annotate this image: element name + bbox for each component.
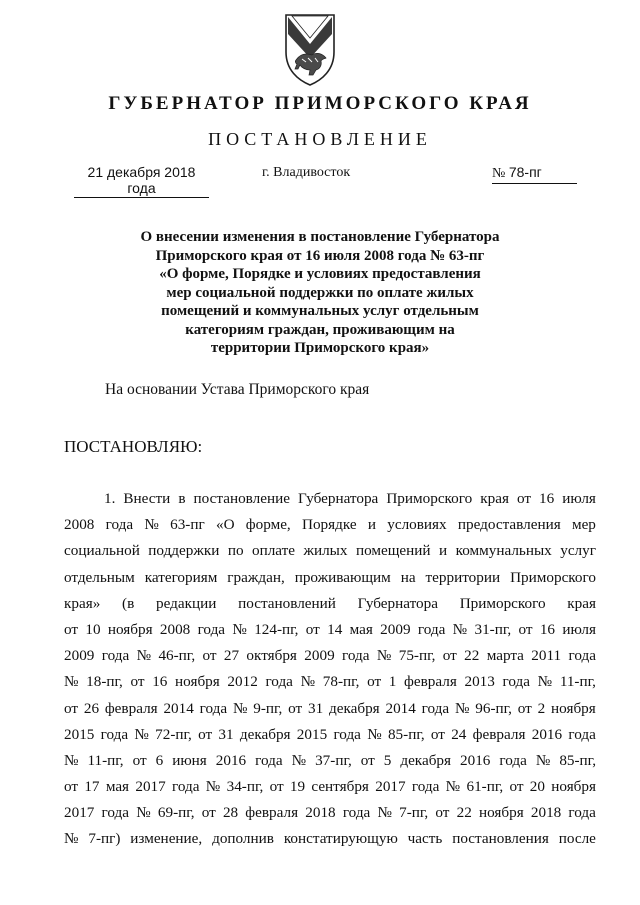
body-word: 11-пг, — [559, 673, 596, 691]
body-word: 7-пг, — [399, 804, 429, 822]
body-word: года — [255, 751, 283, 769]
body-word: сентября — [311, 778, 369, 796]
body-word: социальной — [64, 542, 140, 560]
body-word: края — [567, 594, 596, 612]
body-word: № — [64, 751, 79, 769]
body-word: от — [64, 620, 79, 638]
body-word: 14 — [327, 620, 343, 638]
body-word: 17 — [84, 778, 100, 796]
body-line — [64, 643, 596, 669]
body-line — [64, 591, 596, 617]
body-word: 46-пг, — [158, 647, 196, 665]
body-word: от — [64, 778, 79, 796]
body-word: 31 — [308, 699, 324, 717]
body-word: 2018 — [530, 804, 562, 822]
body-word: 16 — [539, 490, 555, 507]
body-word: года — [568, 647, 596, 665]
body-word: года — [333, 725, 361, 743]
body-line — [64, 617, 596, 643]
body-word: после — [558, 830, 596, 848]
body-word: изменение, — [130, 830, 203, 848]
body-word: от — [509, 778, 524, 796]
body-word: от — [442, 647, 457, 665]
body-word: ноября — [551, 778, 596, 796]
number-sign: № — [492, 166, 506, 181]
body-word: года — [568, 804, 596, 822]
body-word: № — [537, 673, 553, 691]
body-word: № — [134, 725, 149, 743]
body-line — [64, 696, 596, 722]
body-word: года — [101, 804, 130, 822]
body-word: № — [232, 699, 248, 717]
body-word: края — [480, 490, 509, 507]
body-word: от — [305, 620, 320, 638]
body-word: 11-пг, — [87, 751, 124, 769]
body-word: 22 — [456, 804, 472, 822]
body-paragraph — [64, 486, 596, 853]
title-line: территории Приморского края» — [210, 340, 430, 356]
body-word: 27 — [223, 647, 240, 665]
body-word: от — [517, 699, 532, 717]
body-word: года — [417, 620, 446, 638]
title-line: категориям граждан, проживающим на — [185, 321, 455, 338]
body-word: года — [342, 647, 370, 665]
body-word: мая — [105, 778, 130, 796]
body-word: от — [518, 620, 533, 638]
body-word: 124-пг, — [254, 620, 299, 638]
body-word: категориям — [144, 568, 218, 586]
body-word: 2011 — [531, 647, 562, 665]
body-word: № — [291, 751, 307, 769]
body-word: от — [430, 725, 445, 743]
body-word: мер — [571, 516, 596, 534]
body-word: года — [101, 647, 130, 665]
body-word: № — [64, 673, 79, 691]
body-line — [64, 486, 596, 512]
body-word: № — [445, 778, 461, 796]
body-word: предоставления — [457, 516, 561, 534]
body-line — [64, 774, 596, 800]
body-word: № — [232, 620, 247, 638]
body-word: 9-пг, — [253, 699, 283, 717]
body-word: года — [411, 778, 440, 796]
body-word: от — [288, 699, 303, 717]
body-word: 2014 — [163, 699, 194, 717]
body-word: 78-пг, — [322, 673, 360, 691]
body-word: от — [132, 751, 147, 769]
body-word: № — [376, 647, 392, 665]
body-word: Порядке — [301, 516, 357, 534]
body-word: 2017 — [375, 778, 406, 796]
body-word: года — [199, 699, 228, 717]
body-word: часть — [407, 830, 443, 848]
body-word: июля — [562, 490, 596, 507]
body-word: мая — [349, 620, 373, 638]
body-word: года — [265, 673, 293, 691]
body-word: от — [269, 778, 284, 796]
body-word: 2018 — [305, 804, 336, 822]
body-word: 2012 — [227, 673, 258, 691]
document-meta-row — [0, 164, 640, 196]
body-word: июня — [172, 751, 207, 769]
body-word: 2 — [537, 699, 546, 717]
body-word: форме, — [245, 516, 291, 534]
body-line — [64, 722, 596, 748]
body-word: 85-пг, — [387, 725, 425, 743]
body-word: услуг — [560, 542, 596, 560]
body-word: Губернатора — [357, 594, 438, 612]
body-word: года — [421, 699, 450, 717]
body-word: 28 — [222, 804, 239, 822]
body-word: редакции — [156, 594, 217, 612]
body-word: 2016 — [460, 751, 491, 769]
body-word: года — [172, 778, 200, 796]
body-word: 24 — [451, 725, 467, 743]
body-word: условиях — [387, 516, 447, 534]
body-word: Приморского — [386, 490, 473, 507]
body-word: 19 — [289, 778, 306, 796]
body-word: Внести — [123, 490, 171, 507]
body-word: декабря — [239, 725, 291, 743]
body-word: № — [144, 516, 159, 534]
body-word: 2015 — [64, 725, 95, 743]
body-word: Приморского — [459, 594, 546, 612]
body-word: декабря — [329, 699, 380, 717]
body-word: и — [367, 516, 376, 534]
body-word: ноября — [107, 620, 153, 638]
body-word: граждан, — [227, 568, 285, 586]
body-word: декабря — [400, 751, 452, 769]
body-word: ноября — [175, 673, 220, 691]
body-word: 63-пг — [170, 516, 205, 534]
body-word: года — [568, 725, 596, 743]
body-word: ноября — [551, 699, 596, 717]
body-word: 72-пг, — [155, 725, 192, 743]
body-word: 2017 — [135, 778, 166, 796]
body-word: года — [100, 725, 129, 743]
title-line: мер социальной поддержки по оплате жилых — [166, 284, 474, 301]
body-word: 5 — [383, 751, 392, 769]
body-word: 26 — [83, 699, 100, 717]
body-line — [64, 565, 596, 591]
body-line — [64, 800, 596, 826]
body-word: 10 — [85, 620, 101, 638]
body-word: Приморского — [510, 568, 596, 586]
body-word: февраля — [472, 725, 526, 743]
body-word: № — [205, 778, 221, 796]
number-value: 78-пг — [508, 164, 542, 180]
decree-word: ПОСТАНОВЛЯЮ: — [64, 437, 203, 456]
coat-of-arms-icon — [282, 12, 338, 88]
body-line — [64, 538, 596, 564]
body-word: в — [178, 490, 186, 507]
body-word: 18-пг, — [86, 673, 123, 691]
body-word: № — [535, 751, 551, 769]
body-word: года — [105, 516, 134, 534]
title-line: помещений и коммунальных услуг отдельным — [161, 303, 479, 319]
body-word: 75-пг, — [398, 647, 436, 665]
body-word: 2013 — [464, 673, 495, 691]
body-word: края» — [64, 594, 101, 612]
title-line: Приморского края от 16 июля 2008 года № 63-пг — [155, 247, 485, 264]
body-word: оплате — [252, 542, 296, 560]
body-word: 6 — [155, 751, 164, 769]
body-word: постановлений — [238, 594, 336, 612]
body-word: от — [516, 490, 531, 507]
body-word: 2016 — [531, 725, 563, 743]
body-line — [64, 826, 596, 852]
body-word: отдельным — [64, 568, 135, 586]
basis-paragraph: На основании Устава Приморского края — [105, 381, 370, 398]
body-word: 2015 — [296, 725, 328, 743]
body-word: 16 — [539, 620, 555, 638]
body-word: 2009 — [380, 620, 411, 638]
body-word: 2017 — [64, 804, 95, 822]
body-word: года — [197, 620, 226, 638]
body-word: 96-пг, — [475, 699, 512, 717]
document-number — [492, 164, 577, 184]
body-word: 2016 — [215, 751, 247, 769]
body-word: территории — [425, 568, 501, 586]
body-word: дополнив — [212, 830, 274, 848]
body-word: 1. — [104, 490, 116, 507]
body-word: от — [198, 725, 213, 743]
body-line — [64, 669, 596, 695]
body-word: года — [502, 673, 530, 691]
body-word: поддержки — [148, 542, 220, 560]
body-word: 2009 — [304, 647, 335, 665]
body-word: на — [400, 568, 416, 586]
body-word: «О — [215, 516, 235, 534]
body-word: июля — [562, 620, 596, 638]
body-word: 85-пг, — [559, 751, 596, 769]
body-word: 2009 — [64, 647, 95, 665]
body-word: от — [64, 699, 79, 717]
body-word: 37-пг, — [315, 751, 352, 769]
body-word: марта — [486, 647, 524, 665]
body-word: ноября — [478, 804, 524, 822]
body-word: от — [435, 804, 450, 822]
body-word: по — [227, 542, 244, 560]
body-word: февраля — [404, 673, 457, 691]
body-word: 2008 — [64, 516, 95, 534]
body-word: проживающим — [294, 568, 391, 586]
body-word: № — [452, 620, 468, 638]
body-word: от — [130, 673, 145, 691]
document-city: г. Владивосток — [262, 165, 351, 180]
body-word: и — [439, 542, 448, 560]
body-word: постановления — [452, 830, 549, 848]
body-word: постановление — [193, 490, 290, 507]
body-word: 22 — [464, 647, 480, 665]
body-word: № — [367, 725, 382, 743]
body-word: № — [64, 830, 79, 848]
body-word: коммунальных — [455, 542, 552, 560]
body-word: Губернатора — [298, 490, 379, 507]
body-word: февраля — [245, 804, 299, 822]
body-word: 16 — [152, 673, 168, 691]
body-word: 1 — [388, 673, 397, 691]
body-word: 31 — [218, 725, 234, 743]
body-word: 7-пг) — [88, 830, 121, 848]
body-word: октября — [246, 647, 297, 665]
body-word: 61-пг, — [466, 778, 504, 796]
body-word: 31-пг, — [474, 620, 512, 638]
body-line — [64, 512, 596, 538]
title-line: О внесении изменения в постановление Губернатора — [140, 229, 500, 245]
body-word: 20 — [529, 778, 545, 796]
body-word: года — [499, 751, 527, 769]
document-date: 21 декабря 2018 года — [74, 164, 209, 198]
body-word: № — [377, 804, 392, 822]
body-word: № — [136, 647, 152, 665]
body-word: от — [201, 804, 216, 822]
body-word: № — [136, 804, 151, 822]
body-word: от — [202, 647, 217, 665]
document-title — [120, 228, 520, 358]
document-type-heading: ПОСТАНОВЛЕНИЕ — [208, 129, 432, 149]
body-word: помещений — [355, 542, 431, 560]
body-word: года — [342, 804, 371, 822]
governor-heading: ГУБЕРНАТОР ПРИМОРСКОГО КРАЯ — [108, 93, 532, 114]
body-word: 34-пг, — [226, 778, 264, 796]
body-word: констатирующую — [283, 830, 398, 848]
body-word: февраля — [104, 699, 158, 717]
body-word: 2008 — [159, 620, 191, 638]
body-word: от — [367, 673, 382, 691]
title-line: «О форме, Порядке и условиях предоставления — [159, 266, 481, 282]
body-line — [64, 748, 596, 774]
body-word: 2014 — [385, 699, 416, 717]
body-word: жилых — [303, 542, 348, 560]
body-word: (в — [122, 594, 135, 612]
body-word: 69-пг, — [157, 804, 195, 822]
body-word: № — [300, 673, 316, 691]
body-word: № — [454, 699, 470, 717]
body-word: от — [360, 751, 375, 769]
